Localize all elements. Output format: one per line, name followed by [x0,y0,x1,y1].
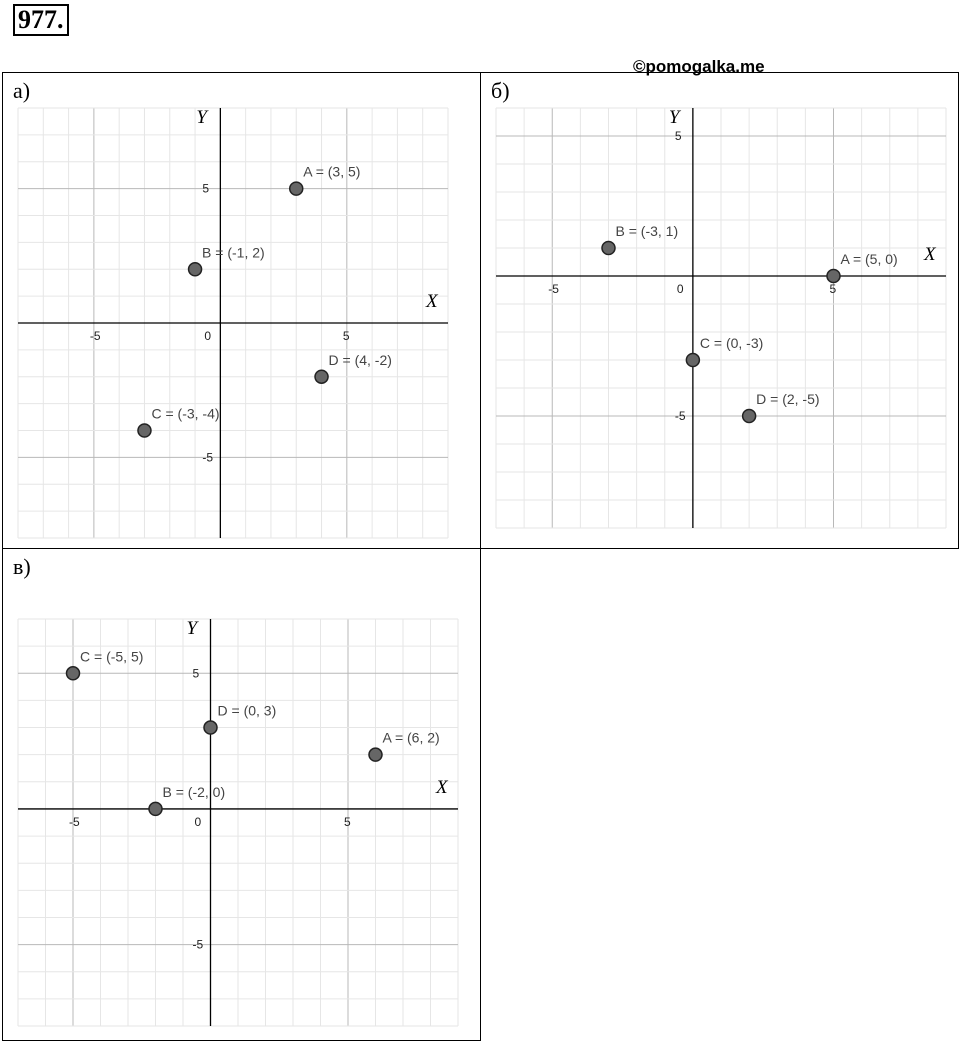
y-axis-label: Y [668,107,680,128]
x-tick-label: 0 [676,282,684,296]
data-point [189,263,202,276]
x-tick-label: 5 [829,282,837,296]
y-tick-label: 5 [674,129,682,143]
point-label: B = (-3, 1) [615,223,679,239]
point-label: D = (2, -5) [756,391,820,407]
y-axis-label: Y [186,618,198,639]
point-label: A = (5, 0) [840,251,898,267]
x-axis-label: X [436,776,448,798]
coordinate-plane-c [3,549,480,1040]
data-point [290,182,303,195]
x-tick-label: -5 [548,282,559,296]
data-point [138,424,151,437]
panel-label: б) [491,78,510,103]
panel-b [480,72,959,549]
point-label: D = (4, -2) [328,351,392,368]
data-point [315,370,328,383]
data-point [602,242,615,255]
panel-a [2,72,481,549]
y-tick-label: -5 [674,409,686,423]
data-point [686,354,699,367]
panel-label: а) [13,78,31,103]
y-tick-label: -5 [192,937,204,952]
task-number: 977. [13,4,69,36]
x-tick-label: 5 [344,814,351,829]
data-point [369,748,382,761]
coordinate-plane-a [3,73,480,548]
y-tick-label: 5 [192,666,200,681]
x-axis-label: X [924,244,936,265]
data-point [149,802,162,815]
x-tick-label: 0 [194,814,202,829]
x-tick-label: 5 [342,329,350,343]
y-axis-label: Y [196,107,207,128]
y-tick-label: 5 [202,181,210,196]
panel-c [2,548,481,1041]
data-point [827,270,840,283]
data-point [743,410,756,423]
x-tick-label: -5 [89,329,101,343]
data-point [204,721,217,734]
point-label: A = (6, 2) [382,729,440,746]
y-tick-label: -5 [202,450,214,465]
point-label: A = (3, 5) [303,163,361,180]
coordinate-plane-b [481,73,958,548]
x-axis-label: X [426,291,438,312]
data-point [67,667,80,680]
point-label: C = (-5, 5) [80,648,144,665]
panel-label: в) [13,554,31,579]
point-label: D = (0, 3) [217,702,277,719]
point-label: C = (0, -3) [699,335,764,351]
x-tick-label: -5 [69,814,80,829]
point-label: B = (-1, 2) [202,244,265,261]
point-label: C = (-3, -4) [151,405,220,422]
point-label: B = (-2, 0) [162,783,226,800]
x-tick-label: 0 [204,329,212,343]
watermark: ©pomogalka.me [633,57,765,76]
